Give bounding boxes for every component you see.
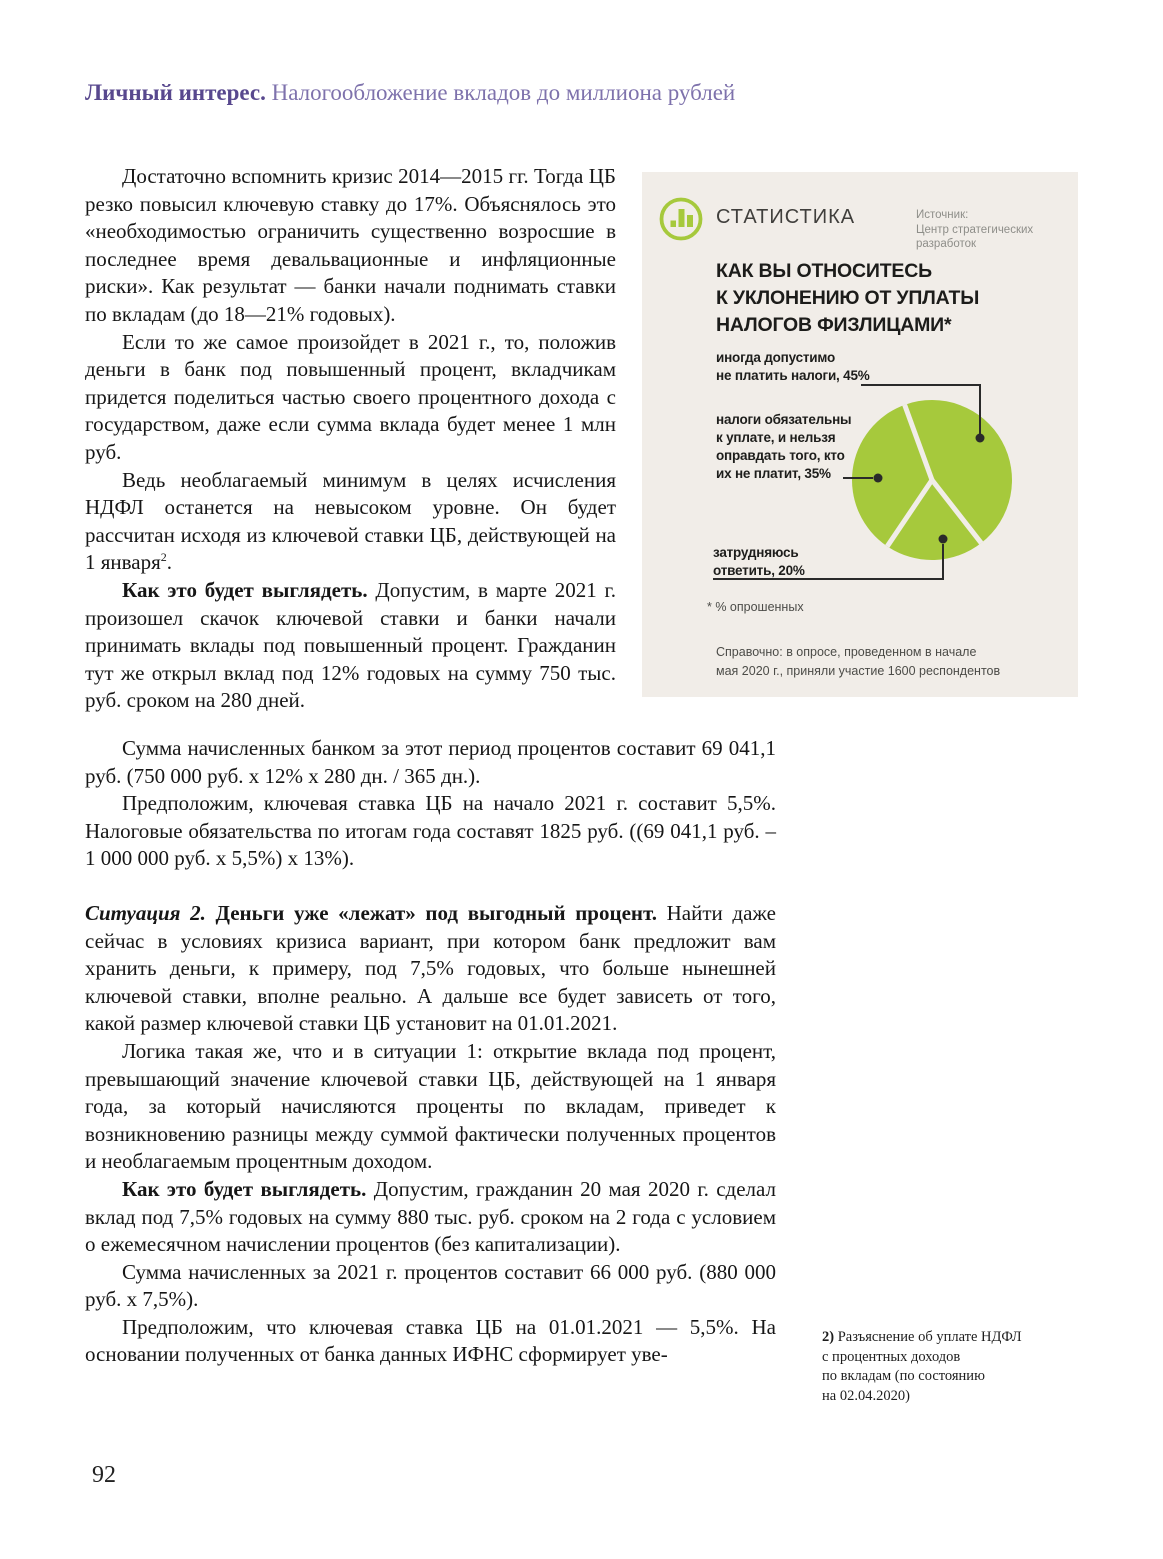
statistics-box xyxy=(642,172,1078,697)
chart-footnote: * % опрошенных xyxy=(707,600,804,614)
paragraph: Если то же самое произойдет в 2021 г., то, положив деньги в банк под повышенный процент, вкладчикам придется поделиться частью своего процентного дохода с государством, даже если сумма вклада будет менее 1 млн руб. xyxy=(85,329,616,464)
footnote-2-marker: 2) xyxy=(822,1329,835,1345)
paragraph: Логика такая же, что и в ситуации 1: открытие вклада под процент, превышающий значение ключевой ставки ЦБ, действующей на 1 января года, за который начисляются проценты по вкладам, приведет к возникновению разницы между суммой фактически полученных процентов и необлагаемым процентным доходом. xyxy=(85,1038,776,1174)
footnote-2: 2) Разъяснение об уплате НДФЛ с процентных доходов по вкладам (по состоянию на 02.04.2020) xyxy=(822,1329,1022,1404)
article-narrow-column xyxy=(85,163,616,715)
chart-title: КАК ВЫ ОТНОСИТЕСЬ К УКЛОНЕНИЮ ОТ УПЛАТЫ НАЛОГОВ ФИЗЛИЦАМИ* xyxy=(716,260,980,336)
paragraph: Как это будет выглядеть. Допустим, в марте 2021 г. произошел скачок ключевой ставки и банки начали принимать вклады под повышенный процент. Гражданин тут же открыл вклад под 12% годовых на сумму 750 тыс. руб. сроком на 280 дней. xyxy=(85,577,616,713)
leader-dot-45 xyxy=(976,434,985,443)
article-full-width xyxy=(85,735,776,1369)
chart-reference: Справочно: в опросе, проведенном в начале мая 2020 г., приняли участие 1600 респондентов xyxy=(716,645,1001,678)
leader-dot-20 xyxy=(939,535,948,544)
running-head-section: Личный интерес. xyxy=(85,80,266,105)
paragraph: Предположим, что ключевая ставка ЦБ на 01.01.2021 — 5,5%. На основании полученных от банка данных ИФНС сформирует уве- xyxy=(85,1314,776,1367)
slice-label-mandatory: налоги обязательны к уплате, и нельзя оправдать того, кто их не платит, 35% xyxy=(716,412,852,481)
statistics-heading: СТАТИСТИКА xyxy=(716,206,856,228)
paragraph: Предположим, ключевая ставка ЦБ на начало 2021 г. составит 5,5%. Налоговые обязательства по итогам года составят 1825 руб. ((69 041,1 руб. – 1 000 000 руб. х 5,5%) х 13%). xyxy=(85,791,776,871)
leader-dot-35 xyxy=(874,474,883,483)
paragraph: Как это будет выглядеть. Допустим, гражданин 20 мая 2020 г. сделал вклад под 7,5% годовых на сумму 880 тыс. руб. сроком на 2 года с условием о ежемесячном начислении процентов (без капитализации). xyxy=(85,1176,777,1257)
paragraph: Сумма начисленных за 2021 г. процентов составит 66 000 руб. (880 000 руб. х 7,5%). xyxy=(85,1259,776,1312)
pie-chart xyxy=(642,172,1078,697)
running-head xyxy=(85,80,735,106)
statistics-source: Источник: Центр стратегических разработок xyxy=(916,209,1034,250)
page-number: 92 xyxy=(92,1462,116,1488)
paragraph: Достаточно вспомнить кризис 2014—2015 гг. Тогда ЦБ резко повысил ключевую ставку до 17%. Объяснялось это «необходимостью ограничить существенно возросшие в последнее время девальвационные и инфляционные риски». Как результат — банки начали поднимать ставки по вкладам (до 18—21% годовых). xyxy=(85,164,616,326)
paragraph: Сумма начисленных банком за этот период процентов составит 69 041,1 руб. (750 000 руб. х 12% х 280 дн. / 365 дн.). xyxy=(85,736,776,788)
running-head-subtitle: Налогообложение вкладов до миллиона рублей xyxy=(265,80,736,105)
paragraph: Ситуация 2. Деньги уже «лежат» под выгодный процент. Найти даже сейчас в условиях кризиса вариант, при котором банк предложит вам хранить деньги, к примеру, под 7,5% годовых, что больше нынешней ключевой ставки, вполне реально. А дальше все будет зависеть от того, какой размер ключевой ставки ЦБ установит на 01.01.2021. xyxy=(85,900,776,1036)
slice-label-sometimes: иногда допустимо не платить налоги, 45% xyxy=(716,350,870,383)
slice-label-undecided: затрудняюсь ответить, 20% xyxy=(713,545,805,578)
paragraph: Ведь необлагаемый минимум в целях исчисления НДФЛ останется на невысоком уровне. Он будет рассчитан исходя из ключевой ставки ЦБ, действующей на 1 января$^2$. xyxy=(85,467,616,575)
